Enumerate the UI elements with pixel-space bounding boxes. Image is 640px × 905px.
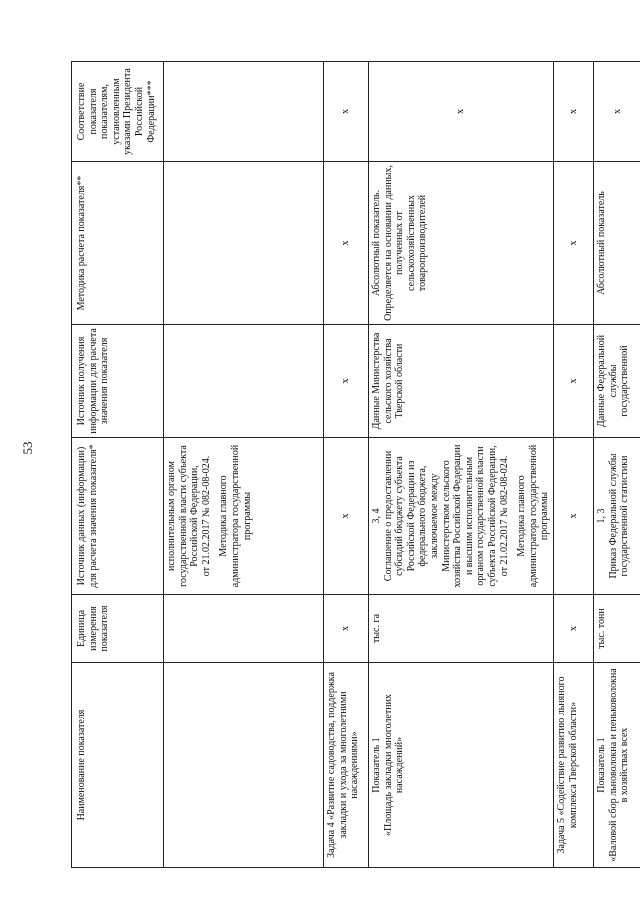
ind1-name-b: «Площадь закладки многолетних насаждений» bbox=[382, 694, 406, 836]
last-name-b: «Валовой сбор льноволокна и пеньковолокна в хозяйствах всех bbox=[607, 668, 631, 862]
table-row-indicator1-task5 bbox=[593, 62, 640, 868]
last-method: Абсолютный показатель bbox=[593, 162, 640, 325]
task5-info: x bbox=[553, 325, 593, 438]
last-name-cell bbox=[593, 663, 640, 868]
cont-source-cell bbox=[164, 438, 324, 595]
task5-method: x bbox=[553, 162, 593, 325]
cont-source-c: Методика главного администратора государственной программы bbox=[218, 444, 253, 588]
task4-compliance: x bbox=[324, 62, 369, 162]
task4-unit: x bbox=[324, 595, 369, 663]
table-row-indicator1 bbox=[369, 62, 554, 868]
cont-method-cell bbox=[164, 162, 324, 325]
cont-source-a: исполнительным органом государственной власти субъекта Российской Федерации, bbox=[166, 445, 201, 587]
header-compliance: Соответствие показателя показателям, установленным указами Президента Российской Федерации*** bbox=[72, 62, 164, 162]
indicators-table bbox=[71, 61, 640, 868]
cont-unit-cell bbox=[164, 595, 324, 663]
ind1-unit: тыс. га bbox=[369, 595, 554, 663]
ind1-method: Абсолютный показатель. Определяется на основании данных, полученных от сельскохозяйственных товаропроизводителей bbox=[369, 162, 554, 325]
header-method: Методика расчета показателя** bbox=[72, 162, 164, 325]
rotated-table-container bbox=[71, 62, 631, 868]
cont-source-b: от 21.02.2017 № 082-08-024. bbox=[200, 455, 212, 577]
ind1-info: Данные Министерства сельского хозяйства Тверской области bbox=[369, 325, 554, 438]
ind1-source-d: Методика главного администратора государственной программы bbox=[516, 444, 551, 588]
task4-method: x bbox=[324, 162, 369, 325]
last-compliance: x bbox=[593, 62, 640, 162]
last-source-cell bbox=[593, 438, 640, 595]
ind1-name-cell bbox=[369, 663, 554, 868]
last-source-b: Приказ Федеральной службы государственной статистики bbox=[607, 453, 631, 579]
cont-name-cell bbox=[164, 663, 324, 868]
ind1-source-b: Соглашение о предоставлении субсидий бюджету субъекта Российской Федерации из федерального бюджета, заключаемое между Министерством сельского хозяйства Российской Федерации и высшим исполнительным органом государственной власти субъекта Российской Федерации, bbox=[382, 444, 498, 588]
task4-name: Задача 4 «Развитие садоводства, поддержка закладки и ухода за многолетними насаждениями» bbox=[324, 663, 369, 868]
last-unit: тыс. тонн bbox=[593, 595, 640, 663]
table-header-row bbox=[72, 62, 164, 868]
header-name: Наименование показателя bbox=[72, 663, 164, 868]
ind1-compliance: x bbox=[369, 62, 554, 162]
task5-unit: x bbox=[553, 595, 593, 663]
header-source: Источник данных (информации) для расчета значения показателя* bbox=[72, 438, 164, 595]
task4-info: x bbox=[324, 325, 369, 438]
ind1-source-c: от 21.02.2017 № 082-08-024. bbox=[498, 455, 510, 577]
table-row-continuation bbox=[164, 62, 324, 868]
ind1-name-a: Показатель 1 bbox=[371, 737, 382, 793]
last-name-a: Показатель 1 bbox=[595, 737, 607, 793]
last-source-a: 1, 3 bbox=[595, 508, 607, 524]
cont-info-cell bbox=[164, 325, 324, 438]
ind1-source-a: 3, 4 bbox=[371, 508, 382, 524]
header-unit: Единица измерения показателя bbox=[72, 595, 164, 663]
task5-compliance: x bbox=[553, 62, 593, 162]
task4-source: x bbox=[324, 438, 369, 595]
table-row-task5 bbox=[553, 62, 593, 868]
task5-source: x bbox=[553, 438, 593, 595]
last-info: Данные Федеральной службы государственной bbox=[593, 325, 640, 438]
ind1-source-cell bbox=[369, 438, 554, 595]
header-info: Источник получения информации для расчета значения показателя bbox=[72, 325, 164, 438]
cont-compliance-cell bbox=[164, 62, 324, 162]
page-number: 53 bbox=[20, 441, 35, 455]
table-row-task4 bbox=[324, 62, 369, 868]
task5-name: Задача 5 «Содействие развитию льняного комплекса Тверской области» bbox=[553, 663, 593, 868]
